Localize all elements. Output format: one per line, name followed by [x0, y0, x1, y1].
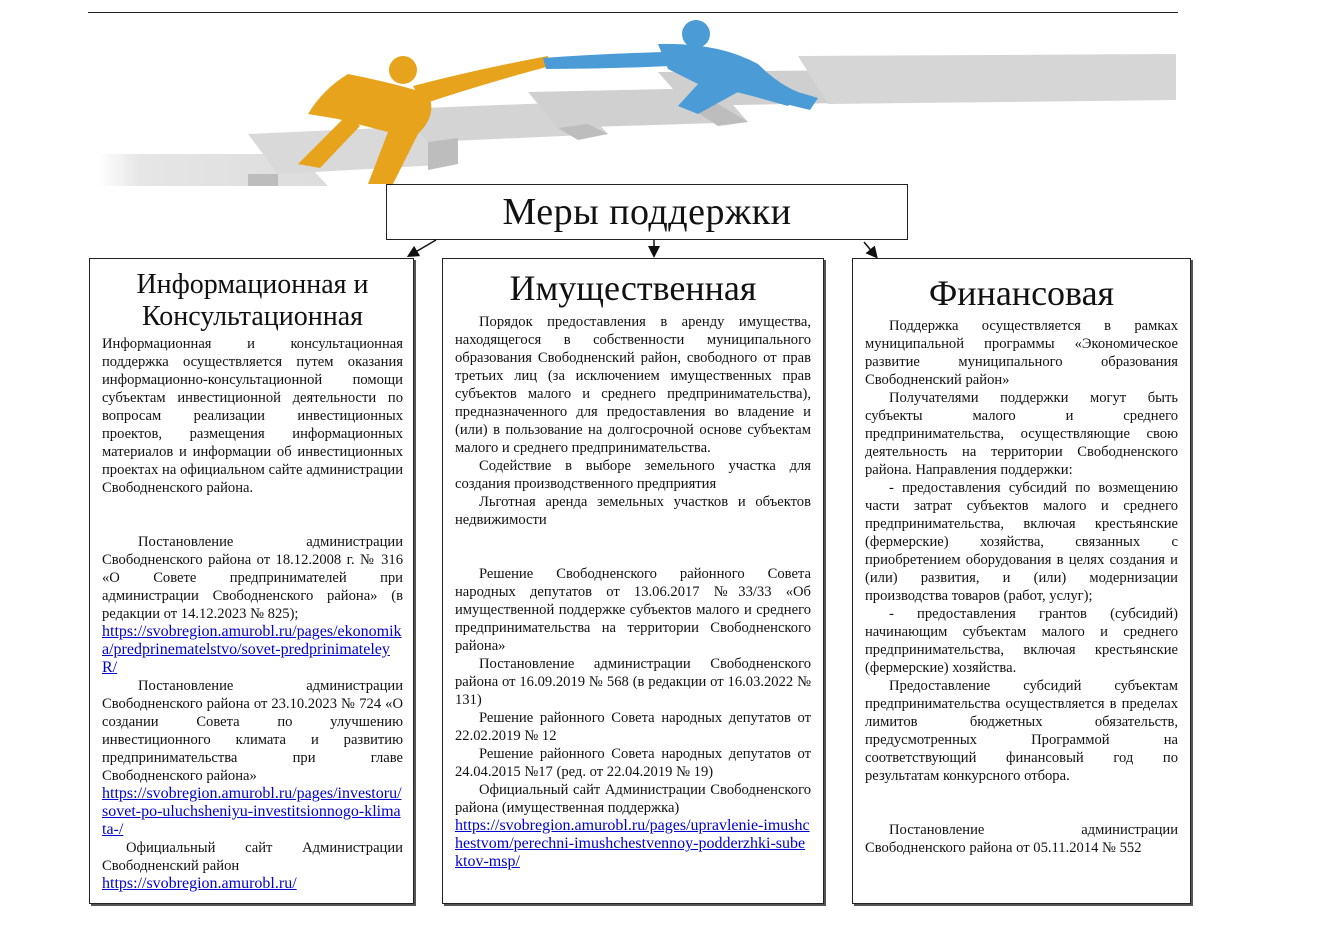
page-title: Меры поддержки — [386, 184, 908, 240]
column-heading: Имущественная — [509, 268, 757, 308]
column-intro: Информационная и консультационная поддержка осуществляется путем оказания информационно-консультационной помощи субъектам инвестиционной деятельности по вопросам реализации инвестиционных проектов, размещения информационных материалов и информации об инвестиционных проектах на официальном сайте администрации Свободненского района. — [102, 336, 403, 496]
document-link[interactable]: https://svobregion.amurobl.ru/pages/ekonomika/predprinematelstvo/sovet-predprinimateleyR/ — [102, 623, 402, 676]
top-rule — [88, 12, 1178, 13]
support-bullet: - предоставления грантов (субсидий) начинающим субъектам малого и среднего предпринимательства, включая крестьянские (фермерские) хозяйства. — [865, 606, 1178, 676]
document-reference: Решение районного Совета народных депутатов от 22.02.2019 № 12 — [455, 710, 811, 744]
document-reference: Постановление администрации Свободненского района от 05.11.2014 № 552 — [865, 822, 1178, 856]
support-paragraph: Льготная аренда земельных участков и объектов недвижимости — [455, 494, 811, 528]
document-reference: Официальный сайт Администрации Свободненский район — [102, 840, 403, 874]
document-reference: Решение районного Совета народных депутатов от 24.04.2015 №17 (ред. от 22.04.2019 № 19) — [455, 746, 811, 780]
document-link[interactable]: https://svobregion.amurobl.ru/ — [102, 875, 297, 892]
arrow-left — [412, 240, 436, 254]
document-reference: Постановление администрации Свободненского района от 23.10.2023 № 724 «О создании Совета по улучшению инвестиционного климата и развитию предпринимательства при главе Свободненского района» — [102, 678, 403, 784]
document-link[interactable]: https://svobregion.amurobl.ru/pages/upravlenie-imushchestvom/perechni-imushchestvennoy-podderzhki-subektov-msp/ — [455, 817, 810, 870]
column-heading: Финансовая — [928, 273, 1115, 313]
column-informational — [89, 258, 414, 904]
document-reference: Постановление администрации Свободненского района от 16.09.2019 № 568 (в редакции от 16.03.2022 № 131) — [455, 656, 811, 708]
support-paragraph: Поддержка осуществляется в рамках муниципальной программы «Экономическое развитие муниципального образования Свободненский район» — [865, 318, 1178, 388]
document-reference: Официальный сайт Администрации Свободненского района (имущественная поддержка) — [455, 782, 811, 816]
arrow-right — [864, 242, 874, 254]
column-financial — [852, 258, 1191, 904]
support-paragraph: Предоставление субсидий субъектам предпринимательства осуществляется в пределах лимитов бюджетных обязательств, предусмотренных Программой на соответствующий финансовый год по результатам конкурсного отбора. — [865, 678, 1178, 784]
banner-illustration — [98, 14, 1176, 186]
column-property — [442, 258, 824, 904]
support-paragraph: Порядок предоставления в аренду имущества, находящегося в собственности муниципального образования Свободненский район, свободного от прав третьих лиц (за исключением имущественных прав субъектов малого и среднего предпринимательства), предназначенного для предоставления во владение и (или) в пользование на долгосрочной основе субъектам малого и среднего предпринимательства. — [455, 314, 811, 456]
stairs-graphic — [98, 54, 1176, 186]
column-heading: Информационная и Консультационная — [136, 269, 369, 332]
support-paragraph: Получателями поддержки могут быть субъекты малого и среднего предпринимательства, осуществляющие свою деятельность на территории Свободненского района. Направления поддержки: — [865, 390, 1178, 478]
support-paragraph: Содействие в выборе земельного участка для создания производственного предприятия — [455, 458, 811, 492]
document-reference: Постановление администрации Свободненского района от 18.12.2008 г. № 316 «О Совете предпринимателей при администрации Свободненского района» (в редакции от 14.12.2023 № 825); — [102, 534, 403, 622]
support-bullet: - предоставления субсидий по возмещению части затрат субъектов малого и среднего предпринимательства, включая крестьянские (фермерские) хозяйства, связанных с приобретением оборудования в целях создания и (или) развития, и (или) модернизации производства товаров (работ, услуг); — [865, 480, 1178, 604]
document-reference: Решение Свободненского районного Совета народных депутатов от 13.06.2017 №33/33 «Об имущественной поддержке субъектов малого и среднего предпринимательства на территории Свободненского района» — [455, 566, 811, 654]
document-link[interactable]: https://svobregion.amurobl.ru/pages/investoru/sovet-po-uluchsheniyu-investitsionnogo-klimata-/ — [102, 785, 402, 838]
